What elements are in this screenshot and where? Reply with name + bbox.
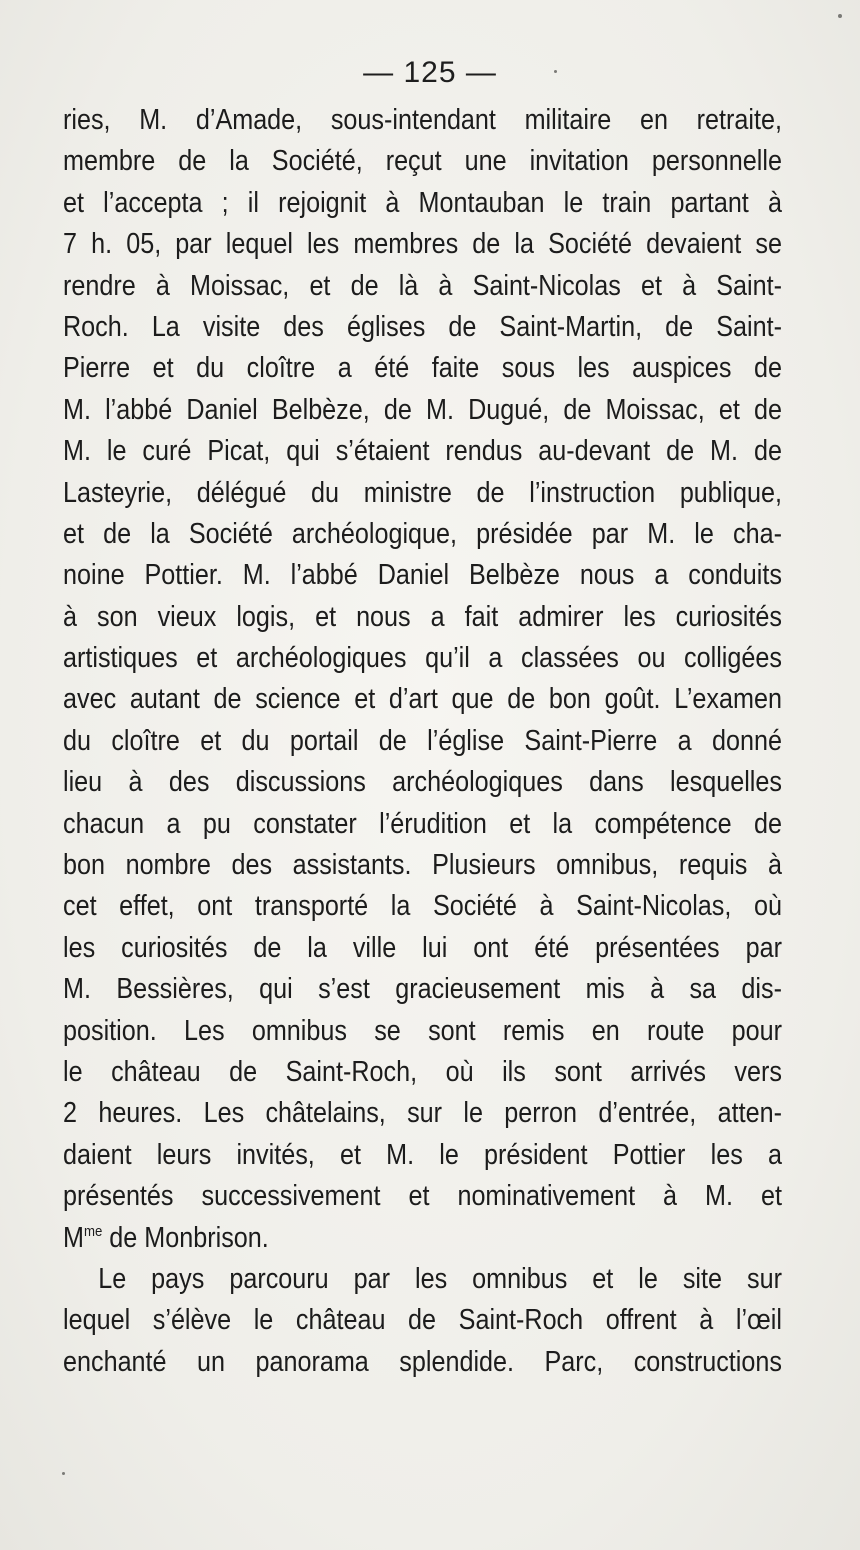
text-line: les curiosités de la ville lui ont été présentées par	[63, 931, 782, 964]
text-line: le château de Saint-Roch, où ils sont arrivés vers	[63, 1055, 782, 1088]
text-line: ries, M. d’Amade, sous-intendant militaire en retraite,	[63, 104, 782, 136]
abbrev-superscript: me	[83, 1222, 103, 1240]
text-line: du cloître et du portail de l’église Saint-Pierre a donné	[63, 724, 782, 757]
text-line: bon nombre des assistants. Plusieurs omnibus, requis à	[63, 849, 782, 882]
text-line: et l’accepta ; il rejoignit à Montauban le train partant à	[63, 186, 782, 219]
text-line: cet effet, ont transporté la Société à Saint-Nicolas, où	[63, 890, 782, 923]
text-line: Roch. La visite des églises de Saint-Martin, de Saint-	[63, 310, 782, 343]
text-line: M. le curé Picat, qui s’étaient rendus au-devant de M. de	[63, 435, 782, 468]
text-line-indented: Le pays parcouru par les omnibus et le site sur	[98, 1262, 782, 1295]
text-line: à son vieux logis, et nous a fait admirer les curiosités	[63, 600, 782, 633]
text-line: avec autant de science et d’art que de bon goût. L’examen	[63, 683, 782, 716]
text-line: M. l’abbé Daniel Belbèze, de M. Dugué, de Moissac, et de	[63, 393, 782, 426]
text-line: noine Pottier. M. l’abbé Daniel Belbèze nous a conduits	[63, 559, 782, 592]
text-line: position. Les omnibus se sont remis en route pour	[63, 1014, 782, 1047]
text-line: présentés successivement et nominativement à M. et	[63, 1180, 782, 1213]
text-line: Lasteyrie, délégué du ministre de l’instruction publique,	[63, 476, 782, 509]
paper-speck	[838, 14, 842, 18]
paper-speck	[554, 70, 557, 73]
text-line: 2 heures. Les châtelains, sur le perron d’entrée, atten-	[63, 1097, 782, 1130]
text-line: lieu à des discussions archéologiques dans lesquelles	[63, 766, 782, 799]
text-line: et de la Société archéologique, présidée par M. le cha-	[63, 517, 782, 550]
page-number: — 125 —	[363, 56, 497, 89]
text-line: M. Bessières, qui s’est gracieusement mis à sa dis-	[63, 973, 782, 1006]
text-line: enchanté un panorama splendide. Parc, constructions	[63, 1345, 782, 1378]
text-line: daient leurs invités, et M. le président Pottier les a	[63, 1138, 782, 1171]
text-line-last	[63, 1218, 782, 1259]
text-line: 7 h. 05, par lequel les membres de la Société devaient se	[63, 228, 782, 261]
paper-speck	[62, 1472, 65, 1475]
abbrev-prefix: M	[63, 1221, 84, 1254]
text-line: chacun a pu constater l’érudition et la compétence de	[63, 807, 782, 840]
text-line: membre de la Société, reçut une invitation personnelle	[63, 145, 782, 178]
text-line: rendre à Moissac, et de là à Saint-Nicolas et à Saint-	[63, 269, 782, 302]
text-line: artistiques et archéologiques qu’il a classées ou colligées	[63, 642, 782, 675]
text-line: lequel s’élève le château de Saint-Roch offrent à l’œil	[63, 1304, 782, 1337]
name-suffix: de Monbrison.	[102, 1221, 269, 1254]
text-line: Pierre et du cloître a été faite sous les auspices de	[63, 352, 782, 385]
body-text	[63, 100, 782, 1383]
